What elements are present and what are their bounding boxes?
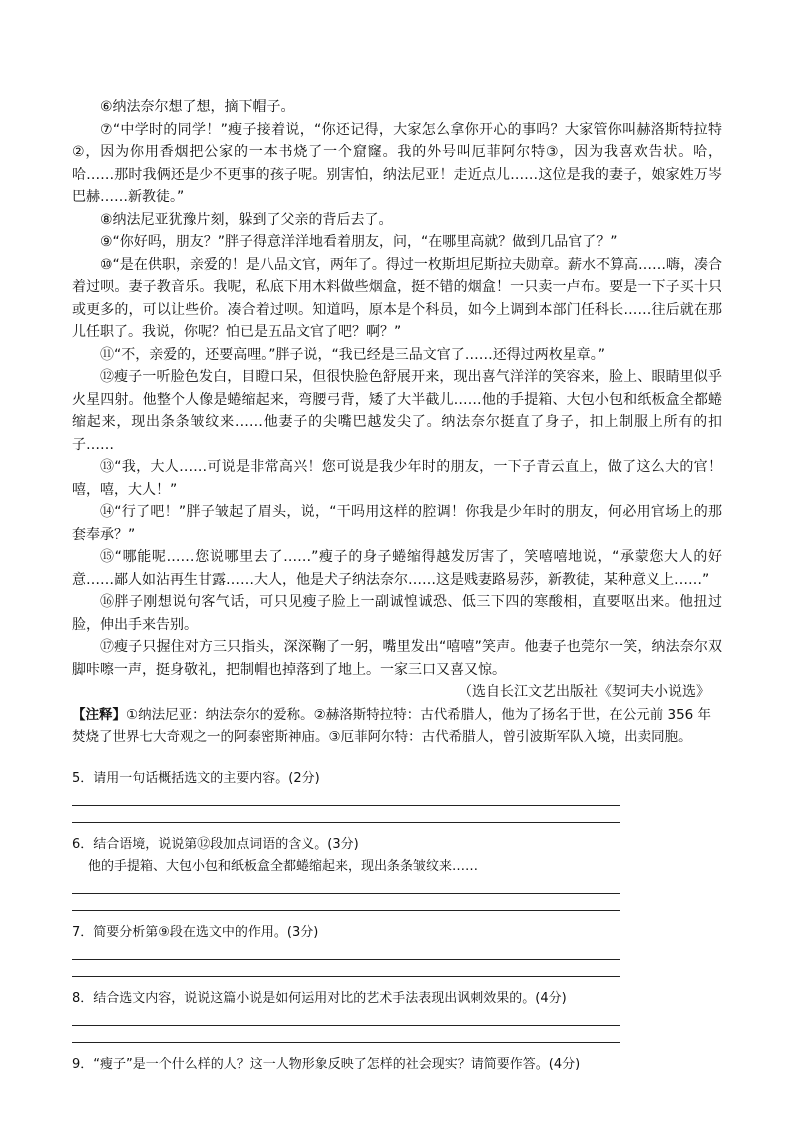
question-7 — [72, 923, 722, 977]
question-6-quote: 他的手提箱、大包小包和纸板盒全都蜷缩起来，现出条条皱纹来…… — [88, 858, 479, 874]
question-7-text: 7．简要分析第⑨段在选文中的作用。(3分) — [72, 924, 319, 940]
paragraph-17: ⑰瘦子只握住对方三只指头，深深鞠了一躬，嘴里发出“嘻嘻”笑声。他妻子也莞尔一笑，纳法奈尔双脚咔嚓一声，挺身敬礼，把制帽也掉落到了地上。一家三口又喜又惊。 — [72, 639, 722, 678]
paragraph-6: ⑥纳法奈尔想了想，摘下帽子。 — [100, 99, 295, 115]
paragraph-13: ⑬“我，大人……可说是非常高兴！您可说是我少年时的朋友，一下子青云直上，做了这么大的官！嘻，嘻，大人！” — [72, 459, 722, 498]
paragraph-12: ⑫瘦子一听脸色发白，目瞪口呆，但很快脸色舒展开来，现出喜气洋洋的笑容来，脸上、眼睛里似乎火星四射。他整个人像是蜷缩起来，弯腰弓背，矮了大半截儿……他的手提箱、大包小包和纸板盒全都蜷缩起来，现出条条皱纹来……他妻子的尖嘴巴越发尖了。纳法奈尔挺直了身子，扣上制服上所有的扣子…… — [72, 369, 722, 453]
question-6 — [72, 835, 722, 911]
question-9-text: 9．“瘦子”是一个什么样的人？这一人物形象反映了怎样的社会现实？请简要作答。(4分) — [72, 1056, 581, 1072]
notes-text: ①纳法尼亚：纳法奈尔的爱称。②赫洛斯特拉特：古代希腊人，他为了扬名于世，在公元前 356 年焚烧了世界七大奇观之一的阿泰密斯神庙。③厄菲阿尔特：古代希腊人，曾引波斯军队入境，出卖同胞。 — [72, 706, 712, 745]
source-citation: （选自长江文艺出版社《契诃夫小说选》 — [458, 684, 710, 700]
notes-label: 【注释】 — [72, 706, 126, 723]
question-5 — [72, 769, 722, 823]
question-8 — [72, 989, 722, 1043]
paragraph-7: ⑦“中学时的同学！”瘦子接着说，“你还记得，大家怎么拿你开心的事吗？大家管你叫赫洛斯特拉特②，因为你用香烟把公家的一本书烧了一个窟窿。我的外号叫厄菲阿尔特③，因为我喜欢告状。哈，哈……那时我俩还是少不更事的孩子呢。别害怕，纳法尼亚！走近点儿……这位是我的妻子，娘家姓万岑巴赫……新教徒。” — [72, 121, 722, 205]
paragraph-9: ⑨“你好吗，朋友？”胖子得意洋洋地看着朋友，问，“在哪里高就？做到几品官了？” — [100, 234, 618, 250]
question-9 — [72, 1055, 722, 1075]
paragraph-10: ⑩“是在供职，亲爱的！是八品文官，两年了。得过一枚斯坦尼斯拉夫勋章。薪水不算高……嗨，凑合着过呗。妻子教音乐。我呢，私底下用木料做些烟盒，挺不错的烟盒！一只卖一卢布。要是一下子买十只或更多的，可以让些价。凑合着过呗。知道吗，原本是个科员，如今上调到本部门任科长……往后就在那儿任职了。我说，你呢？怕已是五品文官了吧？啊？” — [72, 256, 722, 340]
paragraph-8: ⑧纳法尼亚犹豫片刻，躲到了父亲的背后去了。 — [100, 211, 393, 228]
question-6-text: 6．结合语境，说说第⑫段加点词语的含义。(3分) — [72, 836, 359, 852]
annotation-notes — [72, 704, 722, 749]
question-5-text: 5．请用一句话概括选文的主要内容。(2分) — [72, 770, 320, 786]
paragraph-14: ⑭“行了吧！”胖子皱起了眉头，说，“干吗用这样的腔调！你我是少年时的朋友，何必用官场上的那套奉承？” — [72, 504, 722, 543]
paragraph-15: ⑮“哪能呢……您说哪里去了……”瘦子的身子蜷缩得越发厉害了，笑嘻嘻地说，“承蒙您大人的好意……鄙人如沾再生甘露……大人，他是犬子纳法奈尔……这是贱妻路易莎，新教徒，某种意义上……” — [72, 549, 722, 588]
paragraph-16: ⑯胖子刚想说句客气话，可只见瘦子脸上一副诚惶诚恐、低三下四的寒酸相，直要呕出来。他扭过脸，伸出手来告别。 — [72, 594, 722, 633]
paragraph-11: ⑪“不，亲爱的，还要高哩。”胖子说，“我已经是三品文官了……还得过两枚星章。” — [100, 346, 606, 363]
question-8-text: 8．结合选文内容，说说这篇小说是如何运用对比的艺术手法表现出讽刺效果的。(4分) — [72, 990, 567, 1006]
document-page — [72, 96, 722, 1075]
